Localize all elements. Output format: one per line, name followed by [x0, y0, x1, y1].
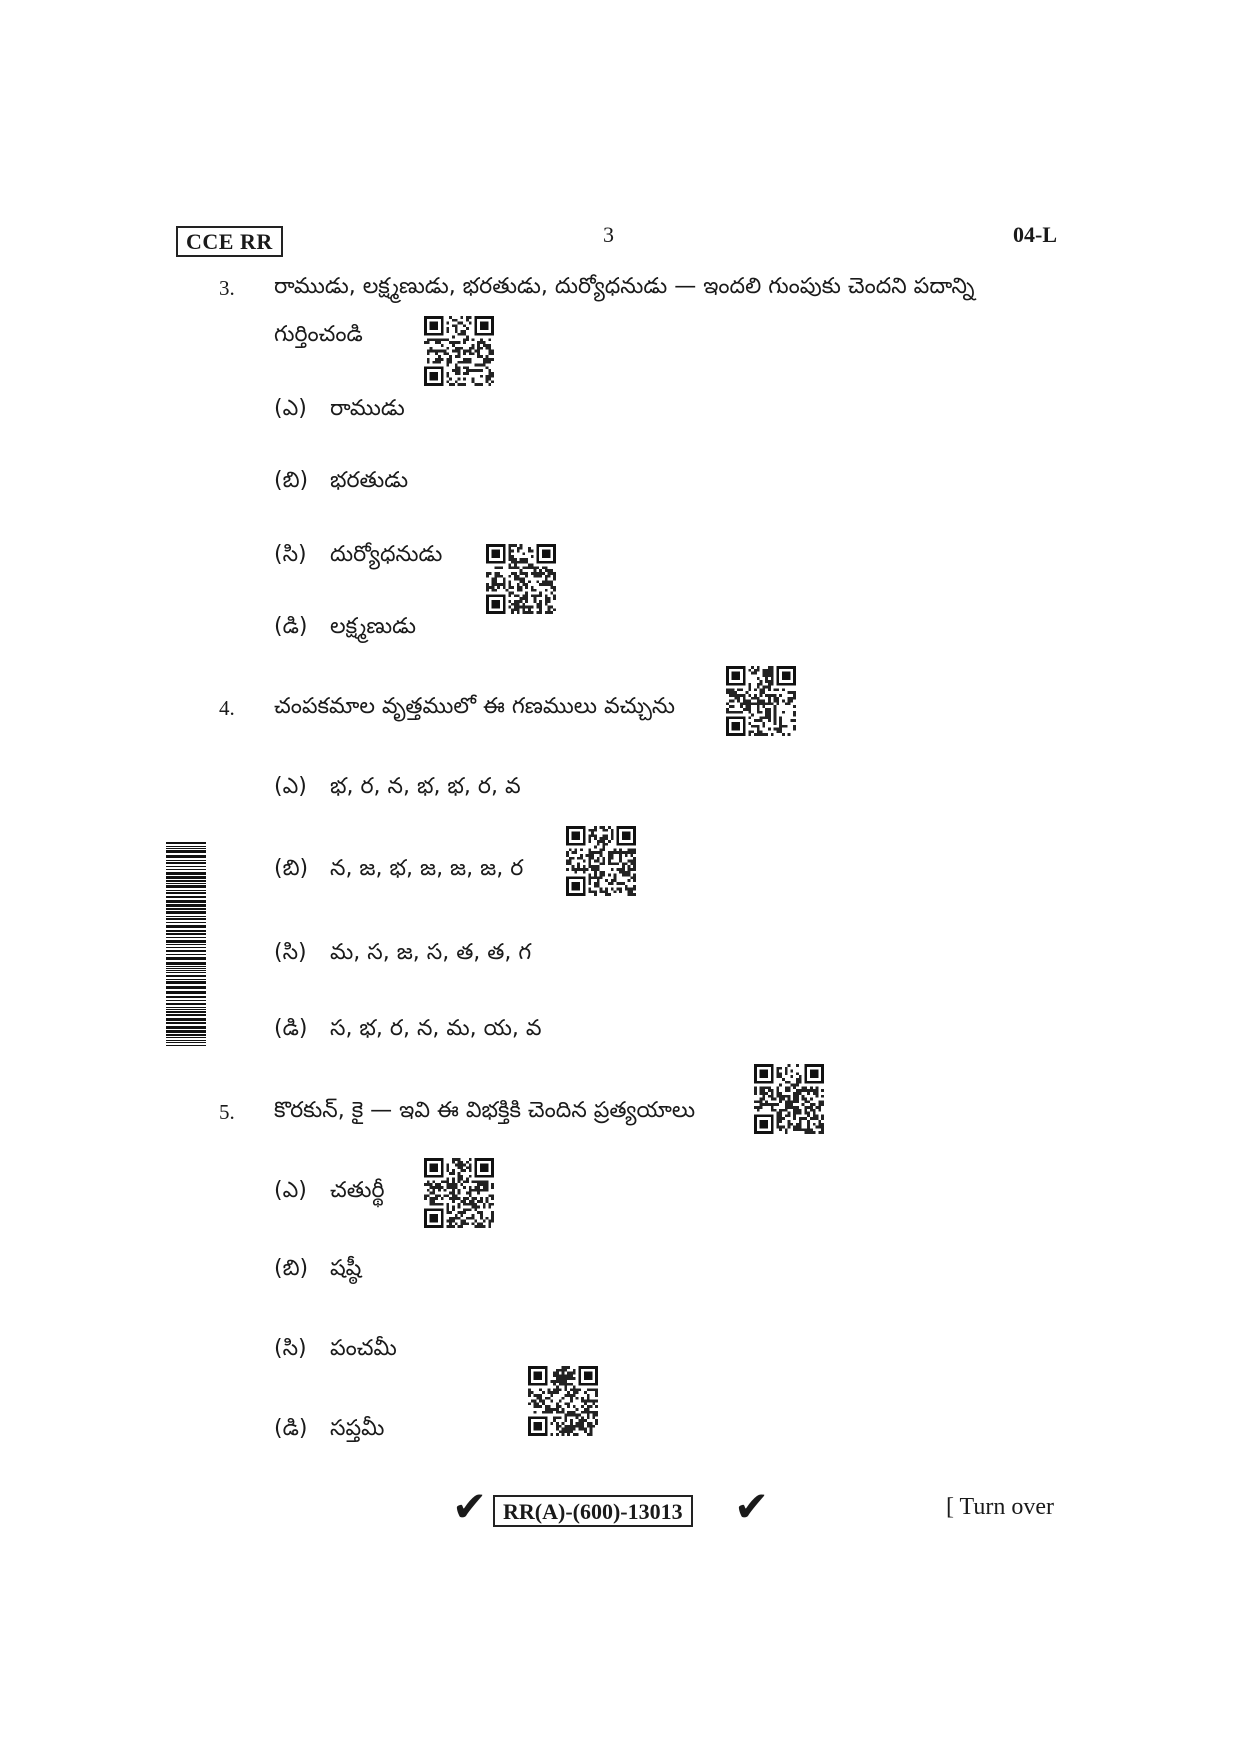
option-text: చతుర్థీ [330, 1178, 385, 1203]
q5-option-d [274, 1416, 384, 1446]
barcode-icon [166, 842, 206, 1048]
option-label: (డి) [274, 1016, 308, 1041]
option-text: పంచమీ [330, 1336, 397, 1361]
turn-over-text: [ Turn over [946, 1494, 1055, 1520]
question-4-text: చంపకమాల వృత్తములో ఈ గణములు వచ్చును [274, 694, 675, 719]
q4-option-d [274, 1016, 542, 1046]
option-label: (సి) [274, 1336, 307, 1361]
page-number: 3 [603, 222, 614, 247]
q5-option-c [274, 1336, 397, 1366]
qr-code-icon [726, 666, 796, 736]
option-label: (ఎ) [274, 1178, 307, 1203]
question-3-number: 3. [219, 276, 235, 300]
q5-option-b [274, 1256, 361, 1286]
option-label: (సి) [274, 940, 307, 965]
q3-option-b [274, 468, 408, 498]
option-label: (ఎ) [274, 396, 307, 421]
option-text: షష్ఠీ [330, 1256, 362, 1281]
option-text: భరతుడు [330, 468, 409, 493]
q3-option-d [274, 614, 416, 644]
question-4-number: 4. [219, 696, 235, 720]
option-label: (బి) [274, 856, 309, 881]
option-text: దుర్యోధనుడు [330, 542, 443, 567]
qr-code-icon [754, 1064, 824, 1134]
option-text: న, జ, భ, జ, జ, జ, ర [330, 856, 524, 881]
paper-code: 04-L [1013, 222, 1057, 247]
question-3-text-line1: రాముడు, లక్ష్మణుడు, భరతుడు, దుర్యోధనుడు — ఇందలి గుంపుకు చెందని పదాన్ని [274, 274, 975, 299]
q3-option-a [274, 396, 405, 426]
option-text: స, భ, ర, న, మ, య, వ [330, 1016, 542, 1041]
option-label: (సి) [274, 542, 307, 567]
qr-code-icon [486, 544, 556, 614]
q4-option-a [274, 774, 521, 804]
qr-code-icon [424, 1158, 494, 1228]
question-5-text: కొరకున్, కై — ఇవి ఈ విభక్తికి చెందిన ప్రత్యయాలు [274, 1098, 696, 1123]
option-text: సప్తమీ [330, 1416, 385, 1441]
option-label: (ఎ) [274, 774, 307, 799]
option-text: లక్ష్మణుడు [330, 614, 416, 639]
q4-option-b [274, 856, 523, 886]
option-text: మ, స, జ, స, త, త, గ [330, 940, 532, 965]
check-mark-icon: ✔ [452, 1482, 488, 1531]
option-label: (బి) [274, 468, 309, 493]
series-code-box: CCE RR [176, 226, 283, 257]
option-text: రాముడు [330, 396, 405, 421]
option-text: భ, ర, న, భ, భ, ర, వ [330, 774, 521, 799]
option-label: (డి) [274, 614, 308, 639]
check-mark-icon: ✔ [734, 1482, 770, 1531]
qr-code-icon [528, 1366, 598, 1436]
qr-code-icon [566, 826, 636, 896]
option-label: (బి) [274, 1256, 309, 1281]
q3-option-c [274, 542, 442, 572]
question-5-number: 5. [219, 1100, 235, 1124]
option-label: (డి) [274, 1416, 308, 1441]
q4-option-c [274, 940, 531, 970]
q5-option-a [274, 1178, 385, 1208]
footer-code-box: RR(A)-(600)-13013 [493, 1495, 693, 1527]
question-3-text-line2: గుర్తించండి [274, 322, 363, 347]
qr-code-icon [424, 316, 494, 386]
